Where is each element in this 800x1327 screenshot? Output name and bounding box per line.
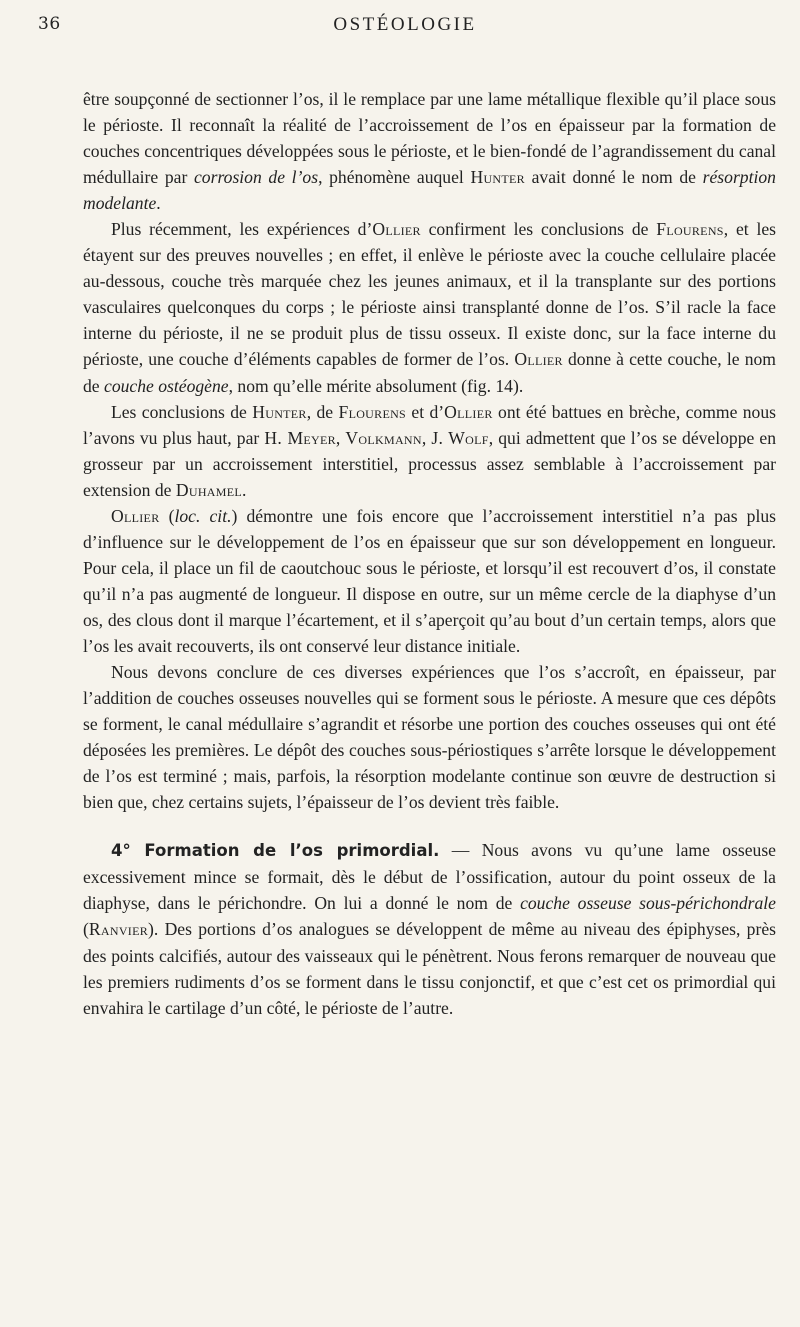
paragraph-6: 4° Formation de l’os primordial. — Nous avons vu qu’une lame osseuse excessivement mince se formait, dès le début de l’ossification, autour du point osseux de la diaphyse, dans le périchondre. On lui a donné le nom de couche osseuse sous-périchondrale (Ranvier). Des portions d’os analogues se développent de même au niveau des épiphyses, près des points calcifiés, autour des vaisseaux qui le pénètrent. Nous ferons remarquer de nouveau que les premiers rudiments d’os se forment dans le tissu conjonctif, et que c’est cet os primordial qui envahira le cartilage d’un côté, le périoste de l’autre. bbox=[83, 840, 776, 1018]
page-number: 36 bbox=[38, 14, 61, 34]
author-name: Ollier bbox=[444, 401, 493, 422]
author-name: Ollier bbox=[514, 349, 563, 370]
author-name: Ollier bbox=[111, 505, 160, 526]
body-text bbox=[83, 86, 776, 1021]
author-name: J. Wolf bbox=[431, 427, 489, 448]
section-heading: 4° Formation de l’os primordial. bbox=[111, 841, 440, 861]
citation-loc-cit: loc. cit. bbox=[174, 505, 232, 526]
author-name: Volkmann bbox=[345, 427, 422, 448]
paragraph-1: être soupçonné de sectionner l’os, il le remplace par une lame métallique flexible qu’il place sous le périoste. Il reconnaît la réalité de l’accroissement de l’os en épaisseur par la formation de couches concentriques développées sous le périoste, et le bien-fondé de l’agrandissement du canal médullaire par corrosion de l’os, phénomène auquel Hunter avait donné le nom de résorption modelante. bbox=[83, 89, 776, 214]
paragraph-4: Ollier (loc. cit.) démontre une fois encore que l’accroissement interstitiel n’a pas plus d’influence sur le développement de l’os en épaisseur que sur son développement en longueur. Pour cela, il place un fil de caoutchouc sous le périoste, et lorsqu’il est recouvert d’os, il constate qu’il n’a pas augmenté de longueur. Il dispose en outre, sur un même cercle de la diaphyse d’un os, des clous dont il marque l’écartement, et il s’aperçoit qu’au bout d’un certain temps, alors que l’os les avait recouverts, ils ont conservé leur distance initiale. bbox=[83, 505, 777, 656]
author-name: Hunter bbox=[470, 167, 525, 188]
term-couche-sous-perichondrale: couche osseuse sous-périchondrale bbox=[520, 893, 776, 914]
paragraph-2: Plus récemment, les expériences d’Ollier confirment les conclusions de Flourens, et les étayent sur des preuves nouvelles ; en effet, il enlève le périoste avec la couche cellulaire placée au-dessous, couche très marquée chez les jeunes animaux, et il la transplante sur des portions vasculaires quelconques du corps ; le périoste ainsi transplanté donne de l’os. S’il racle la face interne du périoste, il ne se produit plus de tissu osseux. Il existe donc, sur la face interne du périoste, une couche d’éléments capables de former de l’os. Ollier donne à cette couche, le nom de couche ostéogène, nom qu’elle mérite absolument (fig. 14). bbox=[83, 219, 777, 396]
author-name: Flourens bbox=[338, 401, 407, 422]
term-corrosion: corrosion de l’os bbox=[194, 167, 319, 188]
running-title: OSTÉOLOGIE bbox=[333, 14, 477, 35]
author-name: Flourens bbox=[656, 219, 724, 240]
author-name: H. Meyer bbox=[264, 427, 336, 448]
term-couche-osteogene: couche ostéogène bbox=[104, 375, 229, 396]
term-resorption: résorption modelante bbox=[83, 167, 776, 214]
author-name: Hunter bbox=[252, 401, 307, 422]
author-name: Ranvier bbox=[88, 919, 149, 940]
page-header bbox=[38, 14, 772, 44]
author-name: Duhamel bbox=[175, 479, 242, 500]
paragraph-5: Nous devons conclure de ces diverses expériences que l’os s’accroît, en épaisseur, par l’addition de couches osseuses nouvelles qui se forment sous le périoste. A mesure que ces dépôts se forment, le canal médullaire s’agrandit et résorbe une portion des couches osseuses qui ont été déposées les premières. Le dépôt des couches sous-périostiques s’arrête lorsque le développement de l’os est terminé ; mais, parfois, la résorption modelante continue son œuvre de destruction si bien que, chez certains sujets, l’épaisseur de l’os devient très faible. bbox=[83, 662, 776, 813]
author-name: Ollier bbox=[372, 219, 421, 240]
paragraph-3: Les conclusions de Hunter, de Flourens et d’Ollier ont été battues en brèche, comme nous l’avons vu plus haut, par H. Meyer, Volkmann, J. Wolf, qui admettent que l’os se développe en grosseur par un accroissement interstitiel, processus assez semblable à l’accroissement par extension de Duhamel. bbox=[83, 401, 777, 500]
